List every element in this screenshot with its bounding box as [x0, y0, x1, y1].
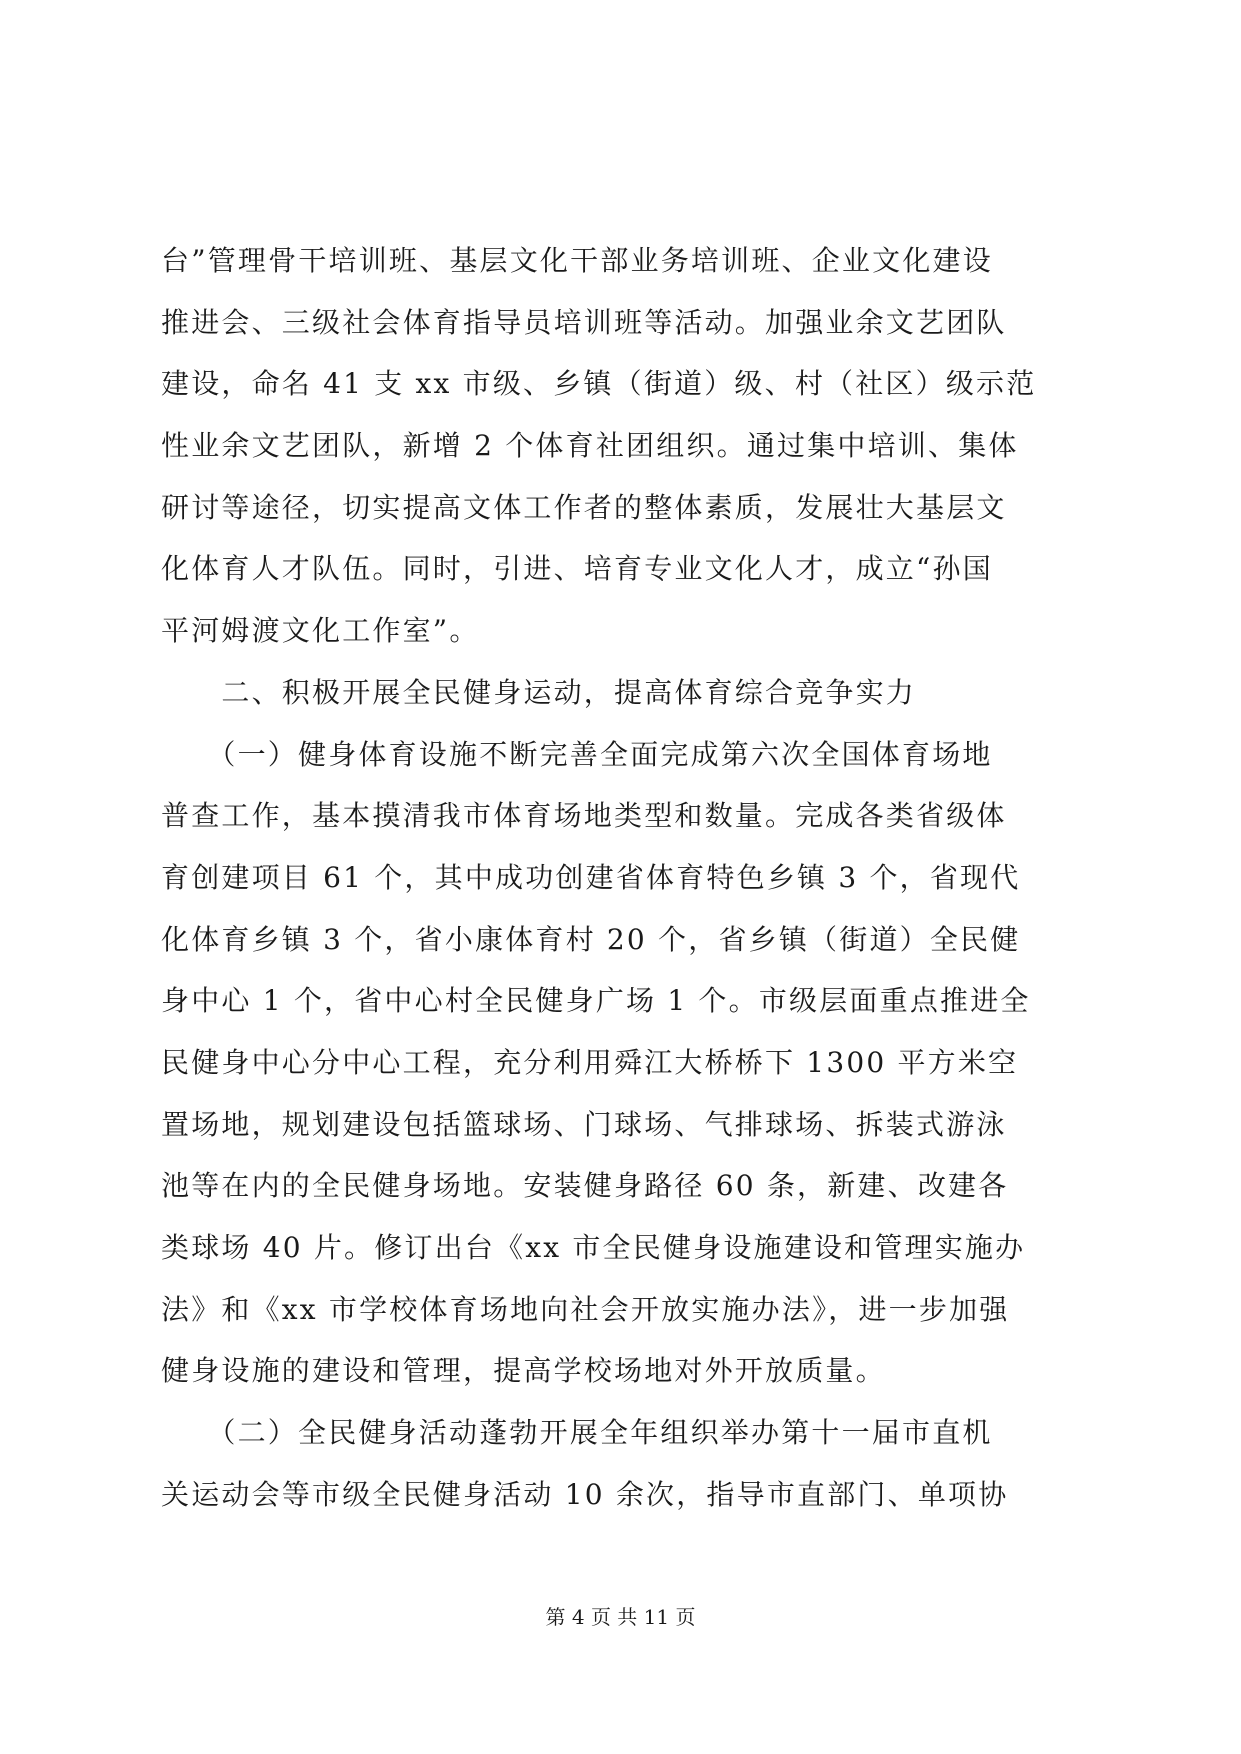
text-line: 研讨等途径，切实提高文体工作者的整体素质，发展壮大基层文 — [161, 490, 1007, 524]
section-heading: 二、积极开展全民健身运动，提高体育综合竞争实力 — [161, 675, 917, 709]
text-line: 平河姆渡文化工作室”。 — [161, 614, 480, 648]
text-line: 关运动会等市级全民健身活动 10 余次，指导市直部门、单项协 — [161, 1477, 1009, 1511]
page-number-footer: 第 4 页 共 11 页 — [545, 1605, 696, 1629]
text-line: 身中心 1 个，省中心村全民健身广场 1 个。市级层面重点推进全 — [161, 984, 1031, 1018]
text-line: 民健身中心分中心工程，充分利用舜江大桥桥下 1300 平方米空 — [161, 1045, 1019, 1079]
text-line: （二）全民健身活动蓬勃开展全年组织举办第十一届市直机 — [161, 1416, 993, 1450]
text-line: 健身设施的建设和管理，提高学校场地对外开放质量。 — [161, 1354, 886, 1388]
text-line: 法》和《xx 市学校体育场地向社会开放实施办法》，进一步加强 — [161, 1292, 1010, 1326]
text-line: 置场地，规划建设包括篮球场、门球场、气排球场、拆装式游泳 — [161, 1107, 1007, 1141]
text-line: 建设，命名 41 支 xx 市级、乡镇（街道）级、村（社区）级示范 — [161, 367, 1037, 401]
text-line: 台”管理骨干培训班、基层文化干部业务培训班、企业文化建设 — [161, 244, 993, 277]
text-line: 性业余文艺团队，新增 2 个体育社团组织。通过集中培训、集体 — [161, 429, 1019, 463]
text-line: 育创建项目 61 个，其中成功创建省体育特色乡镇 3 个，省现代 — [161, 860, 1021, 894]
text-line: 类球场 40 片。修订出台《xx 市全民健身设施建设和管理实施办 — [161, 1231, 1026, 1264]
text-line: 推进会、三级社会体育指导员培训班等活动。加强业余文艺团队 — [161, 305, 1007, 339]
body-text — [161, 230, 1081, 1525]
text-line: （一）健身体育设施不断完善全面完成第六次全国体育场地 — [161, 737, 993, 771]
text-line: 池等在内的全民健身场地。安装健身路径 60 条，新建、改建各 — [161, 1169, 1009, 1203]
text-line: 化体育乡镇 3 个，省小康体育村 20 个，省乡镇（街道）全民健 — [161, 922, 1021, 956]
text-line: 化体育人才队伍。同时，引进、培育专业文化人才，成立“孙国 — [161, 552, 993, 586]
text-line: 普查工作，基本摸清我市体育场地类型和数量。完成各类省级体 — [161, 799, 1007, 833]
